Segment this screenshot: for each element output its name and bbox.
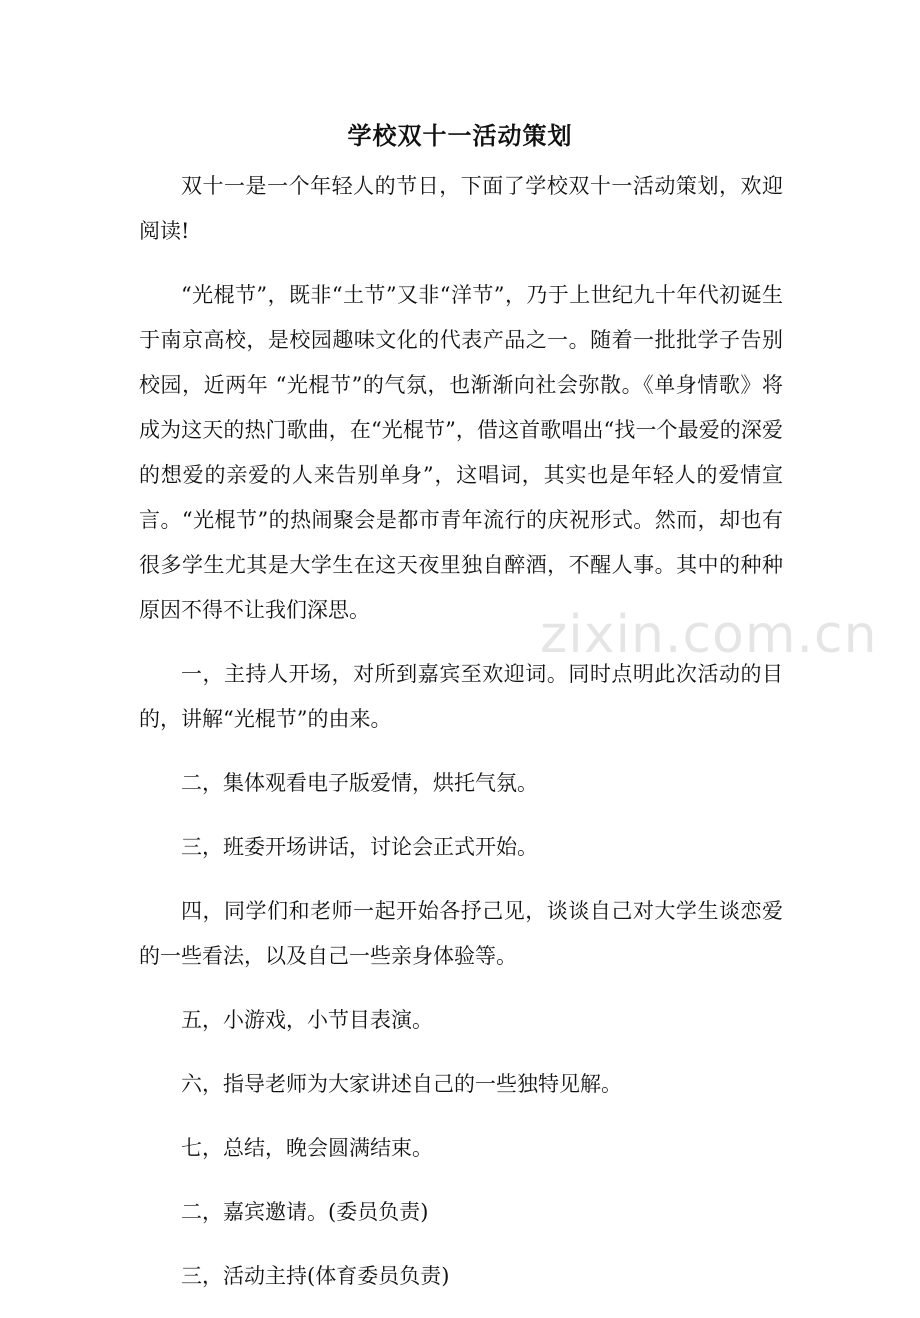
agenda-item-3: 三，班委开场讲话，讨论会正式开始。 [181, 835, 538, 859]
guest-invitation-item: 二，嘉宾邀请。(委员负责) [181, 1200, 429, 1224]
document-title: 学校双十一活动策划 [347, 121, 573, 150]
document-body [139, 164, 783, 1318]
agenda-item-4: 四，同学们和老师一起开始各抒己见，谈谈自己对大学生谈恋爱的一些看法，以及自己一些亲身体验等。 [139, 899, 783, 968]
intro-paragraph: 双十一是一个年轻人的节日，下面了学校双十一活动策划，欢迎阅读! [139, 174, 783, 243]
background-paragraph: “光棍节”，既非“土节”又非“洋节”，乃于上世纪九十年代初诞生于南京高校，是校园趣味文化的代表产品之一。随着一批批学子告别校园，近两年 “光棍节”的气氛，也渐渐向社会弥散。《单身情歌》将成为这天的热门歌曲，在“光棍节”，借这首歌唱出“找一个最爱的深爱的想爱的亲爱的人来告别单身”，这唱词，其实也是年轻人的爱情宣言。“光棍节”的热闹聚会是都市青年流行的庆祝形式。然而，却也有很多学生尤其是大学生在这天夜里独自醉酒，不醒人事。其中的种种原因不得不让我们深思。 [139, 283, 783, 622]
host-item: 三，活动主持(体育委员负责) [181, 1264, 450, 1288]
agenda-item-7: 七，总结，晚会圆满结束。 [181, 1136, 433, 1160]
agenda-item-5: 五，小游戏，小节目表演。 [181, 1008, 433, 1032]
watermark: zixin.com.cn [540, 605, 878, 665]
agenda-item-2: 二，集体观看电子版爱情，烘托气氛。 [181, 771, 538, 795]
agenda-item-1: 一，主持人开场，对所到嘉宾至欢迎词。同时点明此次活动的目的，讲解“光棍节”的由来。 [139, 662, 783, 731]
agenda-item-6: 六，指导老师为大家讲述自己的一些独特见解。 [181, 1072, 622, 1096]
